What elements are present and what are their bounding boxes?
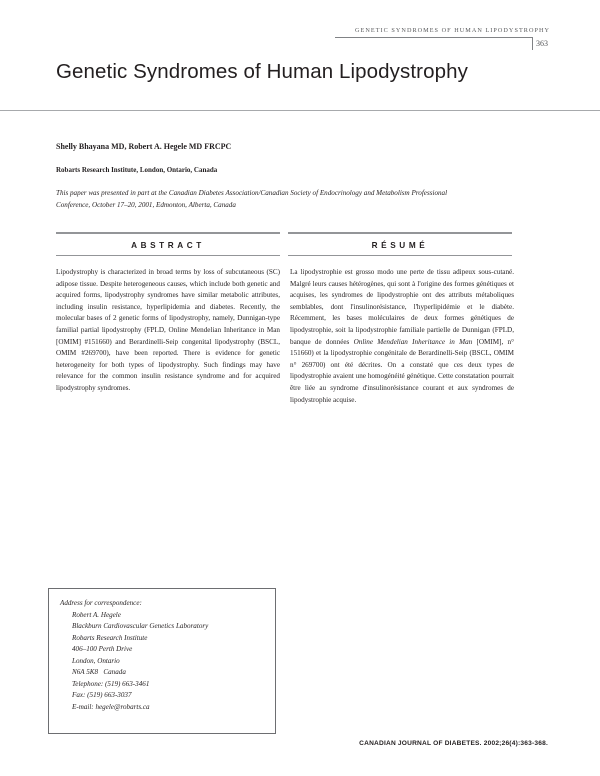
correspondence-line: Blackburn Cardiovascular Genetics Laboratory (72, 622, 209, 630)
correspondence-line: Robert A. Hegele (72, 610, 121, 619)
page-number-divider (532, 37, 533, 50)
correspondence-line: Robarts Research Institute (72, 633, 148, 642)
resume-text-part-2: [OMIM], n° 151660) et la lipodystrophie congénitale de Berardinelli-Seip (BSCL, OMIM n° 269700) ont été décrites. On a constaté que ces deux types de lipodystrophie avaient une homogénéité génétique. Cette constatation pourrait être liée au syndrome d'insulinorésistance courant et aux syndromes de lipodystrophie acquise. (290, 337, 514, 404)
abstract-text: Lipodystrophy is characterized in broad terms by loss of subcutaneous (SC) adipose tissue. Despite heterogeneous causes, which include both genetic and acquired forms, lipodystrophy syndromes have similar metabolic attributes, including insulin resistance, hyperlipidemia and diabetes. Recently, the molecular bases of 2 genetic forms of lipodystrophy, namely, Dunnigan-type familial partial lipodystrophy (FPLD, Online Mendelian Inheritance in Man [OMIM] #151660) and Berardinelli-Seip congenital lipodystrophy (BSCL, OMIM #269700), have been reported. There is evidence for genetic heterogeneity for both types of lipodystrophy. Such findings may have relevance for the common insulin resistance syndrome and for acquired lipodystrophy syndromes. (56, 268, 280, 392)
correspondence-block (60, 598, 208, 713)
presentation-note: This paper was presented in part at the Canadian Diabetes Association/Canadian Society of Endocrinology and Metabolism Professional Conference, October 17–20, 2001, Edmonton, Alberta, Canada (56, 189, 448, 209)
correspondence-line: N6A 5K8 Canada (72, 668, 126, 676)
resume-text-part-1: La lipodystrophie est grosso modo une perte de tissu adipeux sous-cutané. Malgré leurs causes hétérogènes, qui sont à l'origine des formes génétiques et acquises, les syndromes de lipodystrophie ont des attributs métaboliques semblables, dont l'insulinorésistance, l'hyperlipidémie et le diabète. Récemment, les bases moléculaires de deux formes génétiques de lipodystrophie, soit la lipodystrophie familiale partielle de Dunnigan (FPLD, banque de données (290, 268, 514, 346)
running-header: GENETIC SYNDROMES OF HUMAN LIPODYSTROPHY (355, 27, 550, 34)
correspondence-heading: Address for correspondence: (60, 599, 142, 607)
article-title: Genetic Syndromes of Human Lipodystrophy (56, 60, 468, 83)
title-rule (0, 110, 600, 111)
resume-heading: RÉSUMÉ (288, 232, 512, 256)
resume-italic-term: Online Mendelian Inheritance in Man (353, 337, 473, 346)
author-list: Shelly Bhayana MD, Robert A. Hegele MD FRCPC (56, 142, 232, 151)
affiliation: Robarts Research Institute, London, Ontario, Canada (56, 166, 218, 174)
header-rule (335, 37, 532, 38)
correspondence-line: London, Ontario (72, 656, 120, 665)
page-number: 363 (536, 39, 548, 48)
journal-citation-footer: CANADIAN JOURNAL OF DIABETES. 2002;26(4):363-368. (359, 740, 548, 747)
resume-text (290, 267, 514, 406)
correspondence-fax: Fax: (519) 663-3037 (72, 691, 132, 699)
abstract-heading: ABSTRACT (56, 232, 280, 256)
correspondence-telephone: Telephone: (519) 663-3461 (72, 679, 150, 688)
correspondence-email: E-mail: hegele@robarts.ca (72, 702, 150, 711)
correspondence-line: 406–100 Perth Drive (72, 645, 133, 653)
